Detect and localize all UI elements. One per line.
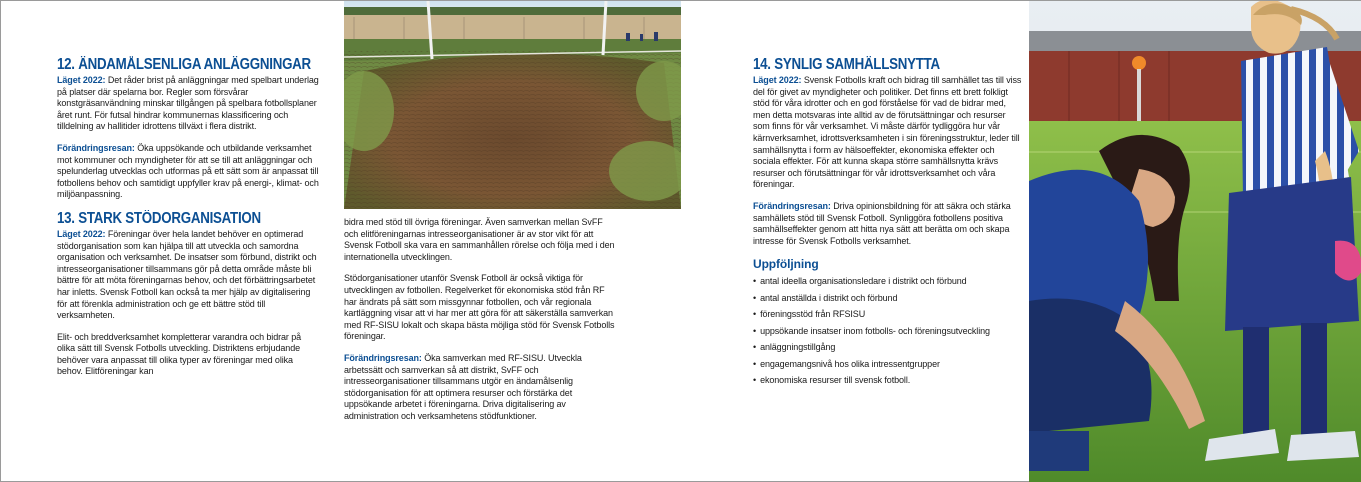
change-label: Förändringsresan: [344, 352, 422, 363]
change-label: Förändringsresan: [753, 200, 831, 211]
status-label: Läget 2022: [57, 75, 106, 85]
section-13-paragraph: Elit- och breddverksamhet kompletterar varandra och bidrar på olika sätt till Svensk Fotbolls utveckling. Distriktens erbjudande behöver vara anpassat till olika typer av föreningar med olika behov. Elitföreningar kan [57, 331, 302, 377]
section-14-heading: 14. SYNLIG SAMHÄLLSNYTTA [753, 56, 940, 73]
middle-paragraph-2: Stödorganisationer utanför Svensk Fotboll är också viktiga för utvecklingen av fotbollen. Regelverket för ekonomiska stöd från RF har ändrats på sätt som missgynnar fotbollen, och vår regionala kartläggning visar att vi har mer att göra för att säkerställa samverkan med RF-SISU lokalt och skapa bästa möjliga stöd för Svensk Fotbolls föreningar. [344, 273, 615, 342]
section-12-change [57, 143, 319, 201]
section-14-change [753, 201, 1023, 247]
list-item: • föreningsstöd från RFSISU [753, 309, 1023, 320]
middle-paragraph-1: bidra med stöd till övriga föreningar. Även samverkan mellan SvFF och elitföreningarnas intresseorganisationer är av stor vikt för att Svensk Fotboll ska vara en sammanhållen rörelse och följa med i den internationella utvecklingen. [344, 217, 615, 262]
list-item: • engagemangsnivå hos olika intressentgrupper [753, 359, 1023, 370]
section-13-status [57, 229, 319, 322]
change-text: Driva opinionsbildning för att säkra och stärka samhällets stöd till Svensk Fotboll. Synliggöra fotbollens positiva samhällseffekter genom att hitta nya sätt att berätta om och skapa intresse för Svensk Fotbolls verksamhet. [753, 200, 1011, 246]
status-text: Föreningar över hela landet behöver en optimerad stödorganisation som kan hjälpa till att utveckla och samordna organisation och verksamhet. De insatser som förbund, distrikt och intresseorganisationer tillsammans gör på detta område måste bli bättre för att möta föreningarnas behov, och det förbättringsarbetet har inletts. Svensk Fotboll kan också ta mer hjälp av digitalisering för att förenkla administration och ge ett bättre stöd till verksamheten. [57, 228, 317, 321]
coach-illustration [1029, 1, 1361, 482]
followup-heading: Uppföljning [753, 257, 819, 272]
change-label: Förändringsresan: [57, 142, 135, 153]
field-photo [344, 1, 681, 209]
field-illustration [344, 1, 681, 209]
change-text: Öka uppsökande och utbildande verksamhet mot kommuner och myndigheter för att se till att anläggningar och spelunderlag utvecklas och utformas på ett sätt som är anpassat till fotbollens behov och samtidigt uppfyller krav på energi-, klimat- och miljöanpassning. [57, 142, 319, 200]
section-12-status [57, 75, 319, 133]
list-item: • antal ideella organisationsledare i distrikt och förbund [753, 276, 1023, 287]
status-text: Svensk Fotbolls kraft och bidrag till samhället tas till viss del för givet av myndigheter och politiker. Det finns ett brett folkligt stöd för våra idrotter och en god förståelse för vad de bidrar med, men detta motsvaras inte alltid av de förutsättningar och resurser som finns för vår verksamhet. Vi måste därför tydliggöra hur vår kärnverksamhet, idrottsverksamheten i sin föreningsstruktur, leder till samhällsnytta i form av hälsoeffekter, ekonomiska effekter och sociala effekter. För att kunna skapa större samhällsnytta krävs resurser och förutsättningar för vår idrottsverksamhet och våra föreningar. [753, 75, 1022, 190]
section-13-heading: 13. STARK STÖDORGANISATION [57, 209, 261, 227]
status-label: Läget 2022: [753, 75, 802, 85]
status-text: Det råder brist på anläggningar med spelbart underlag på platser där spelarna bor. Regler som försvårar konstgräsanvändning minskar tillgången på spelbara fotbollsplaner året runt. För futsal hindrar kommunernas klassificering och tilldelning av hallitider idrottens tillväxt i flera distrikt. [57, 75, 319, 132]
list-item: • anläggningstillgång [753, 342, 1023, 353]
list-item: • uppsökande insatser inom fotbolls- och föreningsutveckling [753, 326, 1023, 337]
section-12-heading: 12. ÄNDAMÅLSENLIGA ANLÄGGNINGAR [57, 56, 311, 73]
status-label: Läget 2022: [57, 228, 106, 239]
change-text: Öka samverkan med RF-SISU. Utveckla arbetssätt och samverkan så att distrikt, SvFF och intresseorganisationer tillsammans utgör en ändamålsenlig stödorganisation för att optimera resurser och förstärka det uppsökande arbetet i föreningarna. Driva digitalisering av administration och verksamhetens stödfunktioner. [344, 352, 582, 421]
coach-photo [1029, 1, 1361, 482]
middle-change [344, 353, 616, 423]
followup-list [753, 276, 1023, 386]
middle-column [344, 217, 616, 433]
left-column [57, 56, 319, 388]
list-item: • ekonomiska resurser till svensk fotboll. [753, 375, 1023, 386]
section-14-status [753, 75, 1023, 191]
right-column [753, 56, 1023, 392]
list-item: • antal anställda i distrikt och förbund [753, 293, 1023, 304]
